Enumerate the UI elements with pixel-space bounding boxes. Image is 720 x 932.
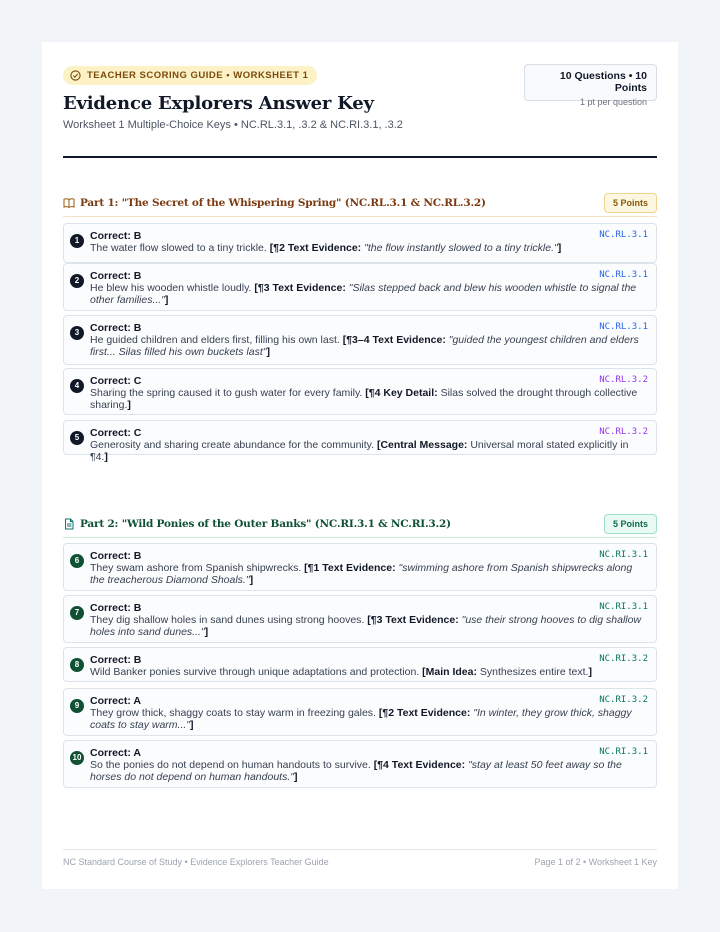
badge-label: TEACHER SCORING GUIDE • WORKSHEET 1: [87, 70, 309, 81]
standard-code: NC.RL.3.1: [599, 322, 648, 332]
answer-explanation: [90, 282, 648, 306]
question-summary-box: [524, 64, 657, 107]
answer-explanation: [90, 334, 648, 358]
evidence-note: Synthesizes entire text.: [476, 666, 589, 678]
question-number: 2: [70, 274, 84, 288]
question-count: 10 Questions • 10 Points: [559, 70, 647, 94]
answer-explanation: [90, 614, 648, 638]
answer-item: [63, 740, 657, 788]
answer-text: They swam ashore from Spanish shipwrecks.: [90, 562, 305, 574]
correct-answer: Correct: B: [90, 550, 142, 562]
evidence-close: ]: [588, 666, 592, 678]
standard-code: NC.RI.3.1: [599, 550, 648, 560]
standard-code: NC.RL.3.2: [599, 427, 648, 437]
answer-item: [63, 315, 657, 365]
correct-answer: Correct: C: [90, 375, 142, 387]
answer-item: [63, 223, 657, 263]
part-1-header: [63, 193, 657, 217]
answer-item: [63, 368, 657, 415]
page-title: Evidence Explorers Answer Key: [63, 93, 374, 114]
part-2-title-wrap: [63, 518, 451, 530]
footer-left: NC Standard Course of Study • Evidence Explorers Teacher Guide: [63, 857, 329, 867]
part-1-section: [63, 193, 657, 463]
question-number: 1: [70, 234, 84, 248]
evidence-quote: "guided the youngest children and elders first... Silas filled his own buckets last": [90, 334, 639, 358]
evidence-label: [¶3–4 Text Evidence:: [342, 334, 446, 346]
correct-answer: Correct: B: [90, 270, 142, 282]
standard-code: NC.RI.3.1: [599, 602, 648, 612]
part-1-title-wrap: [63, 197, 486, 209]
page-header: [63, 66, 657, 158]
part-1-title: Part 1: "The Secret of the Whispering Spring" (NC.RL.3.1 & NC.RL.3.2): [80, 197, 486, 209]
correct-answer: Correct: B: [90, 230, 142, 242]
footer-page-number: Page 1 of 2 • Worksheet 1 Key: [534, 857, 657, 867]
question-number: 8: [70, 658, 84, 672]
correct-answer: Correct: A: [90, 747, 141, 759]
part-2-points-badge: 5 Points: [604, 514, 657, 534]
answer-key-page: [42, 42, 678, 889]
evidence-label: [¶4 Text Evidence:: [373, 759, 466, 771]
evidence-close: ]: [266, 346, 270, 358]
evidence-close: ]: [557, 242, 562, 254]
evidence-close: ]: [204, 626, 209, 638]
answer-explanation: [90, 387, 648, 411]
standard-code: NC.RL.3.1: [599, 230, 648, 240]
evidence-label: [¶1 Text Evidence:: [304, 562, 396, 574]
evidence-quote: "use their strong hooves to dig shallow holes into sand dunes...": [90, 614, 642, 638]
standard-code: NC.RI.3.1: [599, 747, 648, 757]
answer-text: They dig shallow holes in sand dunes using strong hooves.: [90, 614, 368, 626]
page-subtitle: Worksheet 1 Multiple-Choice Keys • NC.RL.3.1, .3.2 & NC.RI.3.1, .3.2: [63, 119, 403, 131]
evidence-label: [¶4 Key Detail:: [365, 387, 438, 399]
answer-item: [63, 420, 657, 463]
evidence-label: [Central Message:: [376, 439, 468, 451]
evidence-close: ]: [164, 294, 169, 306]
question-number: 10: [70, 751, 84, 765]
answer-explanation: [90, 439, 648, 463]
evidence-label: [¶2 Text Evidence:: [269, 242, 362, 254]
part-2-header: [63, 514, 657, 538]
answer-item: [63, 688, 657, 736]
book-icon: [63, 197, 75, 209]
answer-item: [63, 595, 657, 643]
answer-text: Sharing the spring caused it to gush water for every family.: [90, 387, 366, 399]
question-number: 5: [70, 431, 84, 445]
answer-explanation: [90, 242, 648, 254]
question-number: 9: [70, 699, 84, 713]
question-number: 4: [70, 379, 84, 393]
correct-answer: Correct: B: [90, 322, 142, 334]
evidence-note: Universal moral stated explicitly in ¶4.: [90, 439, 629, 463]
answer-text: Generosity and sharing create abundance for the community.: [90, 439, 377, 451]
answer-text: The water flow slowed to a tiny trickle.: [90, 242, 270, 254]
answer-explanation: [90, 707, 648, 731]
question-number: 6: [70, 554, 84, 568]
standard-code: NC.RL.3.1: [599, 270, 648, 280]
evidence-label: [¶3 Text Evidence:: [254, 282, 346, 294]
standard-code: NC.RL.3.2: [599, 375, 648, 385]
evidence-label: [¶2 Text Evidence:: [378, 707, 471, 719]
part-2-section: [63, 514, 657, 783]
answer-item: [63, 263, 657, 311]
evidence-quote: "stay at least 50 feet away so the horses do not depend on human handouts.": [90, 759, 622, 783]
evidence-label: [¶3 Text Evidence:: [367, 614, 459, 626]
page-footer: [63, 849, 657, 867]
answer-explanation: [90, 759, 648, 783]
document-icon: [63, 518, 75, 530]
evidence-quote: "swimming ashore from Spanish shipwrecks along the treacherous Diamond Shoals.": [90, 562, 633, 586]
correct-answer: Correct: B: [90, 654, 142, 666]
points-per-question: 1 pt per question: [579, 97, 647, 107]
question-number: 7: [70, 606, 84, 620]
answer-text: So the ponies do not depend on human handouts to survive.: [90, 759, 374, 771]
answer-explanation: [90, 562, 648, 586]
evidence-label: [Main Idea:: [422, 666, 477, 678]
correct-answer: Correct: C: [90, 427, 142, 439]
answer-text: They grow thick, shaggy coats to stay warm in freezing gales.: [90, 707, 379, 719]
evidence-close: ]: [249, 574, 254, 586]
evidence-quote: "the flow instantly slowed to a tiny trickle.": [361, 242, 558, 254]
evidence-quote: "In winter, they grow thick, shaggy coats to stay warm...": [90, 707, 632, 731]
correct-answer: Correct: B: [90, 602, 142, 614]
evidence-close: ]: [127, 399, 131, 411]
answer-item: [63, 647, 657, 682]
answer-text: He blew his wooden whistle loudly.: [90, 282, 255, 294]
standard-code: NC.RI.3.2: [599, 695, 648, 705]
evidence-quote: "Silas stepped back and blew his wooden whistle to signal the other families...": [90, 282, 637, 306]
part-2-title: Part 2: "Wild Ponies of the Outer Banks" (NC.RI.3.1 & NC.RI.3.2): [80, 518, 451, 530]
check-circle-icon: [70, 70, 81, 81]
scoring-guide-badge: [63, 66, 317, 85]
answer-item: [63, 543, 657, 591]
answer-text: Wild Banker ponies survive through unique adaptations and protection.: [90, 666, 423, 678]
evidence-close: ]: [293, 771, 298, 783]
evidence-close: ]: [190, 719, 194, 731]
answer-explanation: [90, 666, 648, 678]
standard-code: NC.RI.3.2: [599, 654, 648, 664]
part-1-points-badge: 5 Points: [604, 193, 657, 213]
evidence-note: Silas solved the drought through collective sharing.: [90, 387, 638, 411]
question-number: 3: [70, 326, 84, 340]
answer-text: He guided children and elders first, filling his own last.: [90, 334, 343, 346]
evidence-close: ]: [104, 451, 108, 463]
correct-answer: Correct: A: [90, 695, 141, 707]
